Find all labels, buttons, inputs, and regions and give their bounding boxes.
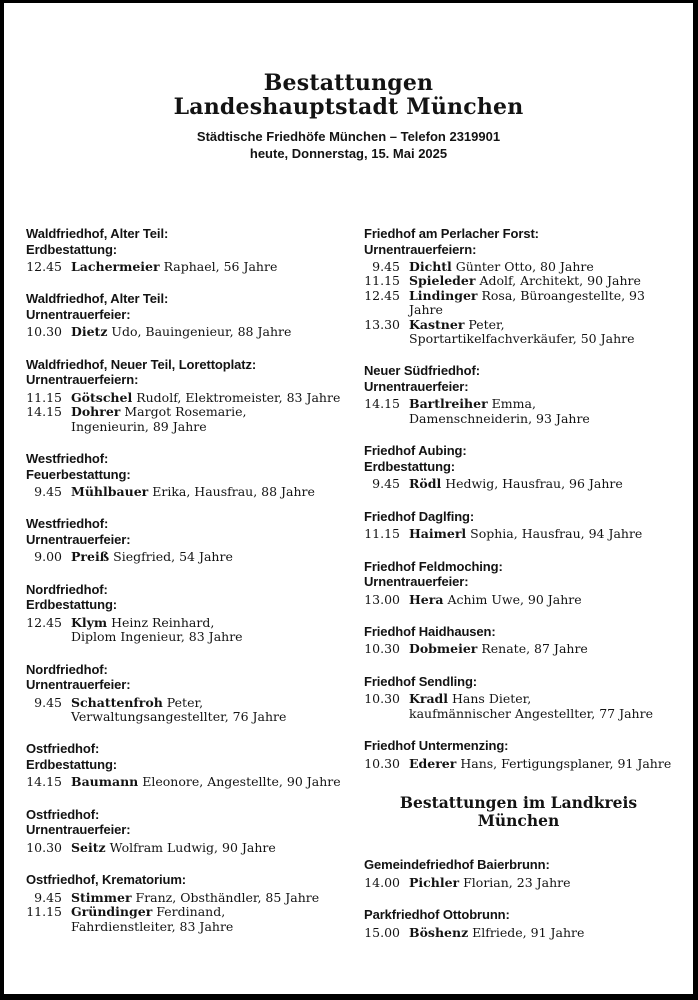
- entry-time: 10.30: [364, 755, 400, 771]
- entry-time: 10.30: [364, 691, 400, 707]
- entry-time: 10.30: [364, 641, 400, 657]
- entry-details: Erika, Hausfrau, 88 Jahre: [152, 484, 315, 500]
- entry-surname: Dichtl: [409, 259, 452, 274]
- page-header: [4, 3, 693, 162]
- section-heading: Urnentrauerfeier:: [364, 574, 469, 590]
- entry-time: 12.45: [26, 259, 62, 274]
- cemetery-section: [26, 741, 350, 789]
- entry-time: 13.00: [364, 591, 400, 607]
- document-page: [4, 3, 693, 994]
- entry-text: [71, 325, 350, 339]
- entry-list: [364, 642, 673, 656]
- section-heading: Erdbestattung:: [26, 597, 118, 613]
- entry-list: [364, 692, 673, 721]
- cemetery-section: [26, 516, 350, 564]
- entry-text: [409, 593, 673, 607]
- entry-text: [71, 391, 350, 405]
- entry-details-continued: Damenschneiderin, 93 Jahre: [409, 410, 590, 426]
- cemetery-section: [364, 443, 673, 491]
- entry-details: Franz, Obsthändler, 85 Jahre: [135, 889, 320, 905]
- entry-surname: Lachermeier: [71, 259, 160, 274]
- section-heading: Westfriedhof:: [26, 451, 109, 467]
- content-columns: [4, 162, 693, 957]
- section-heading: Nordfriedhof:: [26, 661, 108, 677]
- section-heading: Erdbestattung:: [26, 241, 118, 257]
- cemetery-section: [364, 509, 673, 542]
- section-heading: Friedhof Haidhausen:: [364, 623, 496, 639]
- section-heading: Friedhof Sendling:: [364, 673, 478, 689]
- entry-list: [364, 926, 673, 940]
- entry-text: [71, 260, 350, 274]
- funeral-entry: [26, 391, 350, 405]
- entry-text: [71, 696, 350, 725]
- landkreis-section-title: Bestattungen im Landkreis München: [399, 793, 638, 831]
- entry-list: [26, 550, 350, 564]
- entry-details: Eleonore, Angestellte, 90 Jahre: [142, 774, 341, 790]
- entry-time: 14.15: [364, 396, 400, 412]
- cemetery-section: [26, 582, 350, 645]
- entry-time: 14.15: [26, 404, 62, 420]
- entry-time: 11.15: [364, 526, 400, 542]
- entry-details: Margot Rosemarie,: [124, 404, 247, 420]
- entry-time: 13.30: [364, 316, 400, 332]
- entry-list: [26, 391, 350, 434]
- section-heading: Westfriedhof:: [26, 516, 109, 532]
- entry-time: 11.15: [364, 273, 400, 289]
- entry-list: [26, 841, 350, 855]
- funeral-entry: [364, 527, 673, 541]
- entry-list: [26, 485, 350, 499]
- entry-time: 11.15: [26, 904, 62, 920]
- entry-surname: Kradl: [409, 691, 449, 707]
- cemetery-section: [26, 451, 350, 499]
- section-heading: Urnentrauerfeiern:: [26, 372, 139, 388]
- entry-list: [364, 397, 673, 426]
- entry-list: [364, 527, 673, 541]
- entry-surname: Lindinger: [409, 287, 478, 303]
- funeral-entry: [26, 325, 350, 339]
- section-heading: Erdbestattung:: [364, 458, 456, 474]
- entry-list: [26, 696, 350, 725]
- funeral-entry: [364, 397, 673, 426]
- entry-details: Peter,: [468, 316, 505, 332]
- funeral-entry: [26, 550, 350, 564]
- funeral-entry: [364, 289, 673, 318]
- funeral-entry: [364, 477, 673, 491]
- cemetery-section: [364, 738, 673, 771]
- cemetery-section: [26, 807, 350, 855]
- entry-details: Sophia, Hausfrau, 94 Jahre: [470, 526, 643, 542]
- cemetery-section: [26, 872, 350, 934]
- entry-list: [26, 325, 350, 339]
- entry-time: 9.45: [34, 484, 62, 500]
- entry-surname: Seitz: [71, 839, 106, 855]
- entry-text: [409, 527, 673, 541]
- cemetery-section: [26, 226, 350, 274]
- funeral-entry: [26, 775, 350, 789]
- funeral-entry: [364, 876, 673, 890]
- entry-details: Hans Dieter,: [452, 691, 532, 707]
- subtitle-contact: Städtische Friedhöfe München – Telefon 2319901: [196, 129, 501, 144]
- section-heading: Urnentrauerfeiern:: [364, 241, 477, 257]
- cemetery-section: [364, 674, 673, 721]
- entry-details-continued: Ingenieurin, 89 Jahre: [71, 418, 207, 434]
- entry-time: 11.15: [26, 389, 62, 405]
- funeral-entry: [26, 891, 350, 905]
- entry-details: Florian, 23 Jahre: [463, 874, 571, 890]
- cemetery-section: [364, 226, 673, 346]
- page-subtitle: [4, 128, 693, 162]
- entry-surname: Ederer: [409, 755, 457, 771]
- entry-surname: Schattenfroh: [71, 694, 163, 710]
- entry-text: [71, 405, 350, 434]
- entry-time: 12.45: [364, 287, 400, 303]
- entry-details: Hedwig, Hausfrau, 96 Jahre: [445, 476, 623, 492]
- entry-details: Elfriede, 91 Jahre: [472, 924, 585, 940]
- entry-text: [409, 642, 673, 656]
- entry-list: [364, 477, 673, 491]
- entry-details-continued: Sportartikelfachverkäufer, 50 Jahre: [409, 331, 635, 347]
- entry-details-continued: Diplom Ingenieur, 83 Jahre: [71, 629, 243, 645]
- section-heading: Friedhof am Perlacher Forst:: [364, 226, 539, 241]
- entry-surname: Baumann: [71, 774, 139, 790]
- section-heading: Waldfriedhof, Alter Teil:: [26, 226, 169, 241]
- funeral-entry: [26, 405, 350, 434]
- funeral-entry: [364, 692, 673, 721]
- entry-list: [364, 757, 673, 771]
- section-heading: Urnentrauerfeier:: [26, 306, 131, 322]
- entry-surname: Preiß: [71, 549, 110, 565]
- entry-surname: Rödl: [409, 476, 442, 492]
- section-heading: Ostfriedhof:: [26, 741, 100, 757]
- page-title-line-1: Bestattungen: [263, 70, 434, 96]
- entry-text: [409, 876, 673, 890]
- entry-time: 9.45: [34, 889, 62, 905]
- entry-surname: Kastner: [409, 316, 465, 332]
- section-heading: Urnentrauerfeier:: [26, 822, 131, 838]
- cemetery-section: [26, 357, 350, 434]
- entry-surname: Haimerl: [409, 526, 467, 542]
- section-heading: Urnentrauerfeier:: [26, 677, 131, 693]
- section-heading: Urnentrauerfeier:: [364, 378, 469, 394]
- entry-time: 12.45: [26, 614, 62, 630]
- funeral-entry: [364, 260, 673, 274]
- subtitle-date: heute, Donnerstag, 15. Mai 2025: [249, 146, 448, 161]
- entry-time: 9.45: [34, 694, 62, 710]
- entry-details: Ferdinand,: [156, 904, 226, 920]
- entry-details-continued: Fahrdienstleiter, 83 Jahre: [71, 918, 234, 934]
- entry-details: Wolfram Ludwig, 90 Jahre: [109, 839, 276, 855]
- cemetery-section: [26, 662, 350, 725]
- entry-surname: Pichler: [409, 874, 460, 890]
- funeral-entry: [364, 642, 673, 656]
- entry-text: [409, 757, 673, 771]
- right-column: [364, 226, 673, 957]
- section-heading: Friedhof Untermenzing:: [364, 738, 509, 754]
- entry-text: [71, 550, 350, 564]
- entry-details: Rosa, Büroangestellte, 93 Jahre: [409, 287, 645, 318]
- entry-details: Udo, Bauingenieur, 88 Jahre: [111, 324, 292, 340]
- funeral-entry: [364, 926, 673, 940]
- cemetery-section: [364, 907, 673, 940]
- entry-text: [409, 692, 673, 721]
- entry-details: Raphael, 56 Jahre: [163, 259, 278, 274]
- cemetery-section: [364, 857, 673, 890]
- entry-time: 14.00: [364, 874, 400, 890]
- entry-surname: Gründinger: [71, 904, 153, 920]
- entry-time: 9.00: [34, 549, 62, 565]
- entry-surname: Klym: [71, 614, 108, 630]
- entry-details: Siegfried, 54 Jahre: [113, 549, 233, 565]
- section-heading: Ostfriedhof:: [26, 806, 100, 822]
- entry-surname: Stimmer: [71, 889, 132, 905]
- funeral-entry: [26, 260, 350, 274]
- page-title-line-2: Landeshauptstadt München: [173, 94, 524, 120]
- entry-time: 9.45: [372, 259, 400, 274]
- section-heading: Erdbestattung:: [26, 756, 118, 772]
- entry-details: Renate, 87 Jahre: [481, 641, 588, 657]
- funeral-entry: [364, 757, 673, 771]
- entry-text: [71, 841, 350, 855]
- entry-text: [409, 274, 673, 288]
- entry-time: 10.30: [26, 839, 62, 855]
- funeral-entry: [26, 485, 350, 499]
- entry-surname: Bartlreiher: [409, 396, 488, 412]
- entry-list: [364, 260, 673, 346]
- funeral-entry: [26, 696, 350, 725]
- entry-text: [409, 477, 673, 491]
- entry-list: [364, 876, 673, 890]
- funeral-entry: [26, 905, 350, 934]
- entry-surname: Dohrer: [71, 404, 121, 420]
- entry-surname: Spieleder: [409, 273, 476, 289]
- entry-text: [409, 289, 673, 318]
- section-heading: Friedhof Daglfing:: [364, 508, 475, 524]
- entry-surname: Mühlbauer: [71, 484, 149, 500]
- entry-text: [409, 318, 673, 347]
- entry-list: [26, 891, 350, 934]
- entry-time: 14.15: [26, 774, 62, 790]
- entry-text: [71, 485, 350, 499]
- entry-details: Hans, Fertigungsplaner, 91 Jahre: [460, 755, 672, 771]
- section-heading: Urnentrauerfeier:: [26, 531, 131, 547]
- entry-details: Heinz Reinhard,: [111, 614, 215, 630]
- entry-text: [409, 397, 673, 426]
- section-heading: Gemeindefriedhof Baierbrunn:: [364, 857, 550, 873]
- entry-time: 9.45: [372, 476, 400, 492]
- entry-details: Emma,: [491, 396, 536, 412]
- entry-surname: Hera: [409, 591, 444, 607]
- entry-text: [71, 891, 350, 905]
- funeral-entry: [364, 593, 673, 607]
- cemetery-section: [364, 624, 673, 657]
- left-column: [26, 226, 350, 957]
- entry-details: Achim Uwe, 90 Jahre: [447, 591, 582, 607]
- entry-text: [71, 905, 350, 934]
- section-heading: Feuerbestattung:: [26, 466, 131, 482]
- entry-details: Peter,: [166, 694, 204, 710]
- entry-details: Rudolf, Elektromeister, 83 Jahre: [136, 389, 341, 405]
- entry-surname: Dietz: [71, 324, 108, 340]
- funeral-entry: [26, 841, 350, 855]
- entry-text: [409, 926, 673, 940]
- entry-list: [26, 775, 350, 789]
- entry-surname: Dobmeier: [409, 641, 478, 657]
- section-heading: Friedhof Aubing:: [364, 443, 467, 459]
- cemetery-section: [364, 559, 673, 607]
- section-heading: Nordfriedhof:: [26, 581, 108, 597]
- cemetery-section: [26, 291, 350, 339]
- section-heading: Neuer Südfriedhof:: [364, 363, 480, 379]
- entry-text: [409, 260, 673, 274]
- entry-time: 15.00: [364, 924, 400, 940]
- funeral-entry: [364, 274, 673, 288]
- entry-details-continued: Verwaltungsangestellter, 76 Jahre: [71, 709, 287, 725]
- section-heading: Ostfriedhof, Krematorium:: [26, 872, 187, 888]
- entry-text: [71, 616, 350, 645]
- section-heading: Waldfriedhof, Alter Teil:: [26, 291, 169, 307]
- funeral-entry: [26, 616, 350, 645]
- entry-surname: Böshenz: [409, 924, 469, 940]
- cemetery-section: [364, 363, 673, 426]
- entry-time: 10.30: [26, 324, 62, 340]
- entry-details-continued: kaufmännischer Angestellter, 77 Jahre: [409, 705, 653, 721]
- section-heading: Waldfriedhof, Neuer Teil, Lorettoplatz:: [26, 356, 257, 372]
- section-heading: Parkfriedhof Ottobrunn:: [364, 907, 510, 922]
- entry-details: Günter Otto, 80 Jahre: [455, 259, 594, 274]
- funeral-entry: [364, 318, 673, 347]
- entry-list: [26, 616, 350, 645]
- entry-list: [364, 593, 673, 607]
- entry-text: [71, 775, 350, 789]
- entry-surname: Götschel: [71, 389, 133, 405]
- entry-details: Adolf, Architekt, 90 Jahre: [479, 273, 641, 289]
- entry-list: [26, 260, 350, 274]
- section-heading: Friedhof Feldmoching:: [364, 558, 503, 574]
